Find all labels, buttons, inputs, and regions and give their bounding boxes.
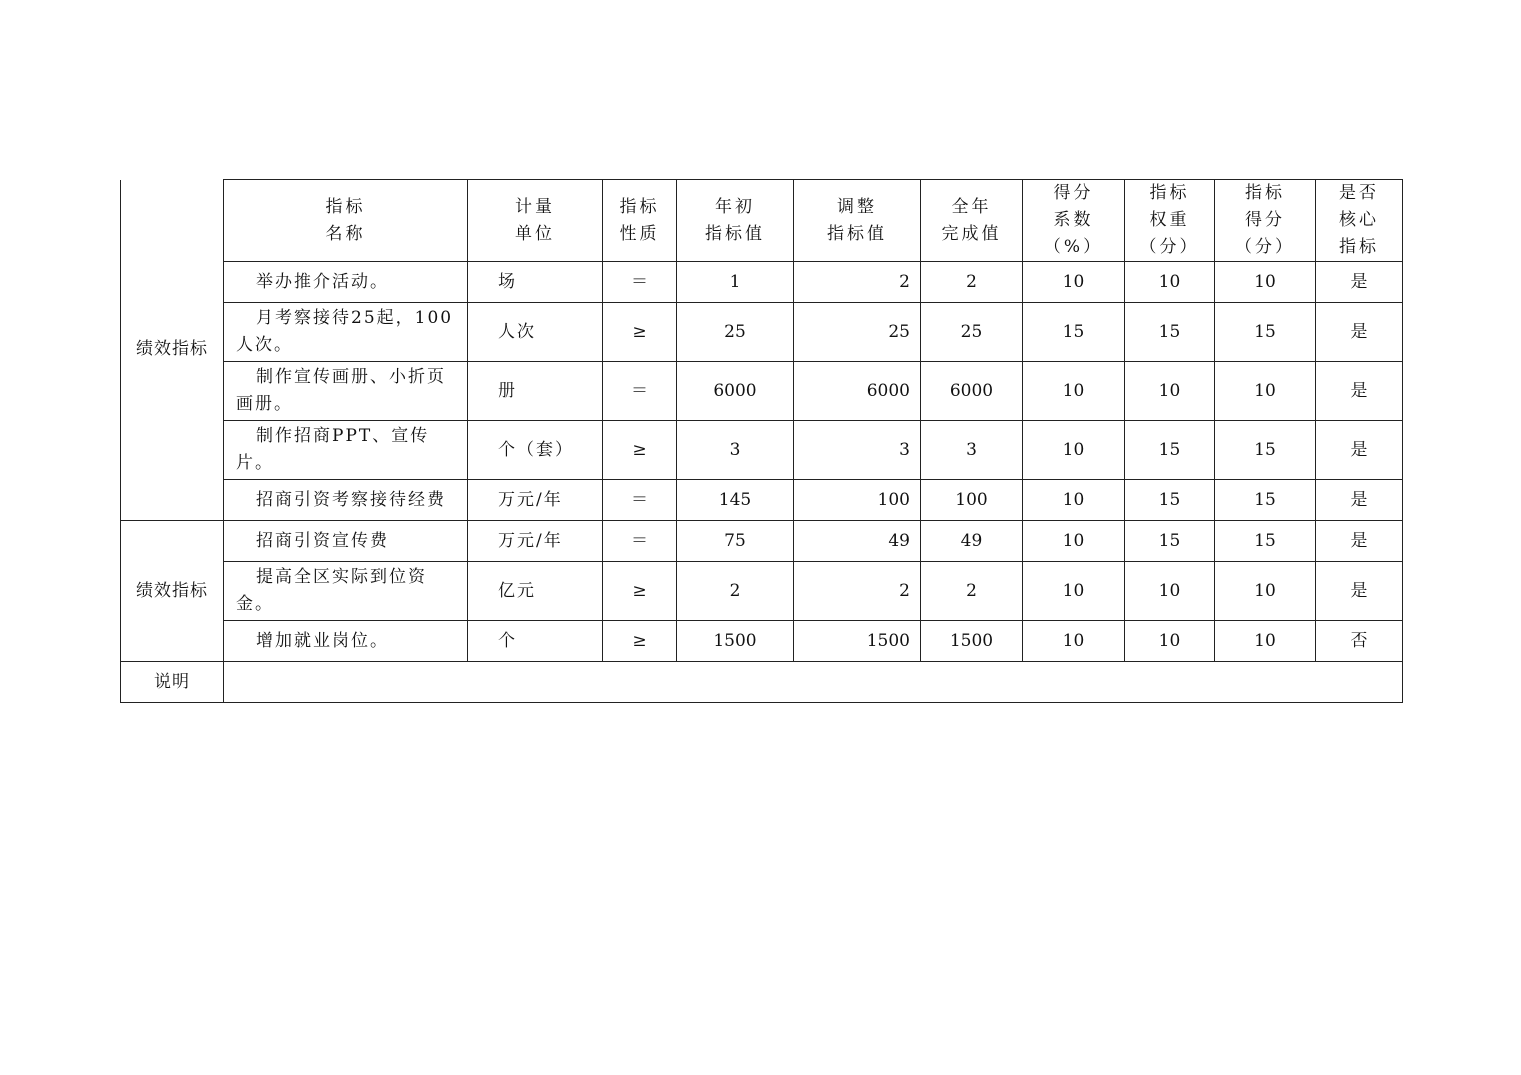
nature-cell: ≥ [603,621,677,662]
completed-value-cell: 6000 [921,362,1023,421]
header-initial: 年初 指标值 [677,180,794,262]
table-row [121,262,1403,303]
initial-value-cell: 25 [677,303,794,362]
category-cell: 绩效指标 [121,521,224,662]
unit-cell: 个（套） [468,421,603,480]
coef-cell: 10 [1023,421,1125,480]
indicator-name: 月考察接待25起，100人次。 [224,303,468,362]
category-cell: 绩效指标 [121,180,224,521]
completed-value-cell: 49 [921,521,1023,562]
nature-cell: ＝ [603,362,677,421]
header-nature: 指标 性质 [603,180,677,262]
weight-cell: 10 [1125,562,1215,621]
score-cell: 15 [1215,521,1316,562]
table-row [121,480,1403,521]
score-cell: 15 [1215,421,1316,480]
coef-cell: 10 [1023,362,1125,421]
coef-cell: 10 [1023,562,1125,621]
adjusted-value-cell: 2 [794,262,921,303]
coef-cell: 15 [1023,303,1125,362]
adjusted-value-cell: 49 [794,521,921,562]
score-cell: 15 [1215,480,1316,521]
score-cell: 10 [1215,262,1316,303]
weight-cell: 15 [1125,421,1215,480]
completed-value-cell: 2 [921,262,1023,303]
score-cell: 10 [1215,562,1316,621]
note-value [224,662,1403,703]
performance-indicator-table [120,179,1403,703]
indicator-name: 举办推介活动。 [224,262,468,303]
initial-value-cell: 145 [677,480,794,521]
weight-cell: 15 [1125,480,1215,521]
adjusted-value-cell: 25 [794,303,921,362]
nature-cell: ＝ [603,262,677,303]
completed-value-cell: 2 [921,562,1023,621]
nature-cell: ＝ [603,521,677,562]
table-row [121,362,1403,421]
core-cell: 是 [1316,421,1403,480]
note-label: 说明 [121,662,224,703]
initial-value-cell: 2 [677,562,794,621]
table-row [121,621,1403,662]
nature-cell: ≥ [603,421,677,480]
header-row [121,180,1403,262]
score-cell: 10 [1215,621,1316,662]
header-adjusted: 调整 指标值 [794,180,921,262]
weight-cell: 10 [1125,621,1215,662]
nature-cell: ≥ [603,303,677,362]
initial-value-cell: 3 [677,421,794,480]
initial-value-cell: 1500 [677,621,794,662]
table-row [121,421,1403,480]
initial-value-cell: 6000 [677,362,794,421]
header-completed: 全年 完成值 [921,180,1023,262]
coef-cell: 10 [1023,521,1125,562]
header-core: 是否 核心 指标 [1316,180,1403,262]
weight-cell: 10 [1125,362,1215,421]
nature-cell: ≥ [603,562,677,621]
indicator-name: 增加就业岗位。 [224,621,468,662]
unit-cell: 亿元 [468,562,603,621]
initial-value-cell: 75 [677,521,794,562]
indicator-name: 招商引资考察接待经费 [224,480,468,521]
header-name: 指标 名称 [224,180,468,262]
note-row [121,662,1403,703]
header-weight: 指标 权重 （分） [1125,180,1215,262]
initial-value-cell: 1 [677,262,794,303]
unit-cell: 场 [468,262,603,303]
indicator-name: 招商引资宣传费 [224,521,468,562]
core-cell: 是 [1316,521,1403,562]
coef-cell: 10 [1023,480,1125,521]
core-cell: 是 [1316,562,1403,621]
table-row [121,562,1403,621]
core-cell: 是 [1316,362,1403,421]
indicator-name: 提高全区实际到位资金。 [224,562,468,621]
indicator-name: 制作招商PPT、宣传片。 [224,421,468,480]
coef-cell: 10 [1023,621,1125,662]
adjusted-value-cell: 3 [794,421,921,480]
completed-value-cell: 100 [921,480,1023,521]
table-row [121,521,1403,562]
header-unit: 计量 单位 [468,180,603,262]
core-cell: 是 [1316,262,1403,303]
adjusted-value-cell: 1500 [794,621,921,662]
weight-cell: 15 [1125,303,1215,362]
score-cell: 10 [1215,362,1316,421]
header-score: 指标 得分 （分） [1215,180,1316,262]
unit-cell: 册 [468,362,603,421]
coef-cell: 10 [1023,262,1125,303]
unit-cell: 人次 [468,303,603,362]
unit-cell: 万元/年 [468,480,603,521]
nature-cell: ＝ [603,480,677,521]
completed-value-cell: 1500 [921,621,1023,662]
adjusted-value-cell: 2 [794,562,921,621]
indicator-name: 制作宣传画册、小折页画册。 [224,362,468,421]
table-row [121,303,1403,362]
score-cell: 15 [1215,303,1316,362]
weight-cell: 10 [1125,262,1215,303]
header-coef: 得分 系数 （%） [1023,180,1125,262]
completed-value-cell: 3 [921,421,1023,480]
weight-cell: 15 [1125,521,1215,562]
core-cell: 否 [1316,621,1403,662]
core-cell: 是 [1316,480,1403,521]
unit-cell: 个 [468,621,603,662]
core-cell: 是 [1316,303,1403,362]
completed-value-cell: 25 [921,303,1023,362]
unit-cell: 万元/年 [468,521,603,562]
adjusted-value-cell: 6000 [794,362,921,421]
adjusted-value-cell: 100 [794,480,921,521]
